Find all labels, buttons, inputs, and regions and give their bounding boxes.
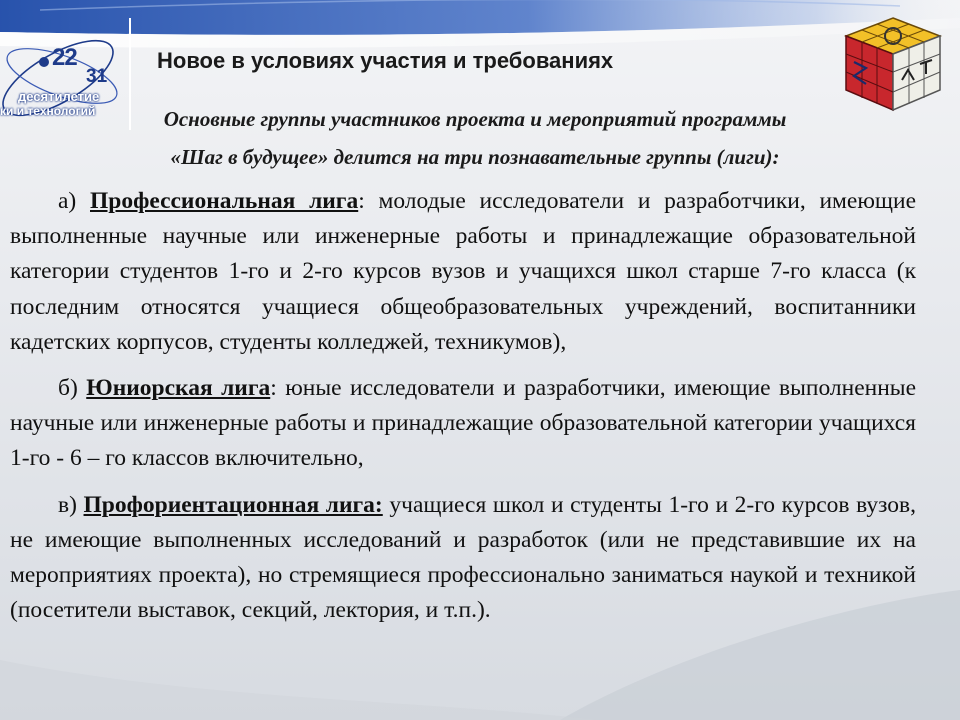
slide-title: Новое в условиях участия и требованиях — [157, 48, 614, 73]
league-name-professional: Профессиональная лига — [90, 188, 359, 214]
league-separator: : — [358, 188, 365, 214]
league-name-junior: Юниорская лига — [86, 375, 271, 402]
logo-number-bottom: 31 — [86, 66, 108, 87]
league-prefix: б) — [58, 375, 78, 402]
league-list — [10, 184, 916, 639]
league-description: учащиеся школ и студенты 1-го и 2-го курсов вузов, не имеющие выполненных исследований и разработок (или не представившие их на мероприятиях проекта), но стремящиеся профессионально заниматься наукой и техникой (посетители выставок, секций, лектория, и т.п.). — [10, 491, 917, 624]
league-description: молодые исследователи и разработчики, имеющие выполненные научные или инженерные работы и принадлежащие образовательной категории студентов 1-го и 2-го курсов вузов и учащихся школ старше 7-го класса (к последним относятся учащиеся общеобразовательных учреждений, воспитанники кадетских корпусов, студенты колледжей, техникумов), — [10, 188, 916, 355]
league-item-junior — [10, 371, 916, 477]
logo-caption-line2: ки и технологий — [0, 104, 96, 118]
league-prefix: а) — [58, 188, 77, 214]
league-prefix: в) — [58, 491, 77, 518]
subtitle-line2: «Шаг в будущее» делится на три познавательные группы (лиги): — [170, 145, 780, 169]
league-item-professional — [10, 184, 916, 360]
logo-caption-line1: десятилетие — [18, 89, 100, 104]
subtitle-line1: Основные группы участников проекта и мероприятий программы — [163, 107, 787, 131]
league-separator: : — [270, 375, 277, 402]
league-description: юные исследователи и разработчики, имеющие выполненные научные или инженерные работы и принадлежащие образовательной категории учащихся 1-го - 6 – го классов включительно, — [10, 375, 917, 472]
puzzle-cube-icon — [842, 14, 944, 114]
league-item-career-guidance — [10, 488, 916, 629]
league-name-career-guidance: Профориентационная лига: — [83, 491, 383, 518]
logo-number-top: 22 — [52, 44, 77, 71]
